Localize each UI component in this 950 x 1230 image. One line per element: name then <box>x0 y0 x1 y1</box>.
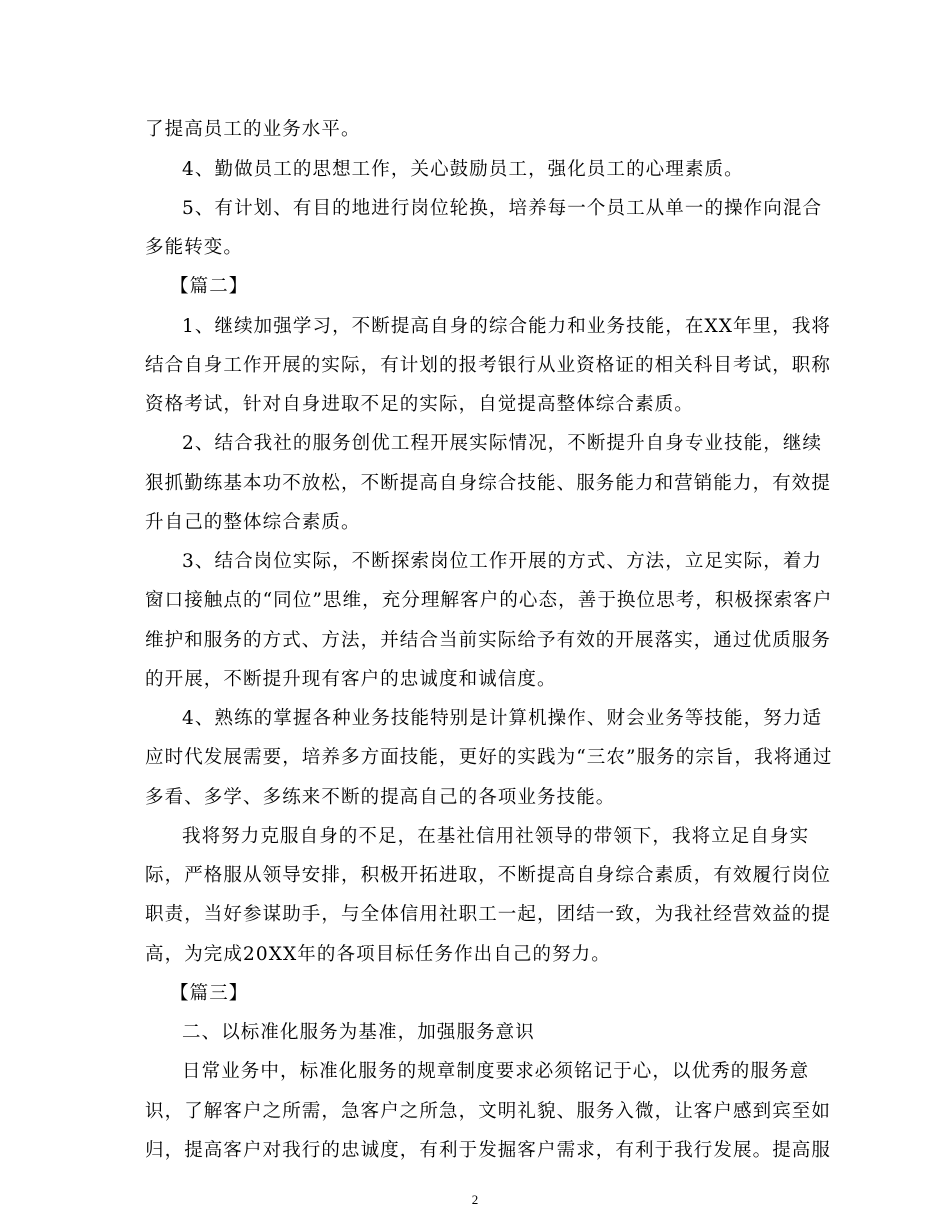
text-line: 4、勤做员工的思想工作，关心鼓励员工，强化员工的心理素质。 <box>182 159 744 180</box>
text-line: 1、继续加强学习，不断提高自身的综合能力和业务技能，在XX年里，我将 <box>182 316 832 337</box>
text-line: 了提高员工的业务水平。 <box>145 119 361 140</box>
text-line: 结合自身工作开展的实际，有计划的报考银行从业资格证的相关科目考试，职称 <box>145 355 832 376</box>
text-line: 多看、多学、多练来不断的提高自己的各项业务技能。 <box>145 787 616 808</box>
text-line: 4、熟练的掌握各种业务技能特别是计算机操作、财会业务等技能，努力适 <box>182 708 823 729</box>
text-line: 5、有计划、有目的地进行岗位轮换，培养每一个员工从单一的操作向混合 <box>182 198 823 219</box>
text-line: 3、结合岗位实际，不断探索岗位工作开展的方式、方法，立足实际，着力 <box>182 551 823 572</box>
text-line: 我将努力克服自身的不足，在基社信用社领导的带领下，我将立足自身实 <box>182 826 810 847</box>
text-line: 维护和服务的方式、方法，并结合当前实际给予有效的开展落实，通过优质服务 <box>145 630 832 651</box>
text-line: 职责，当好参谋助手，与全体信用社职工一起，团结一致，为我社经营效益的提 <box>145 904 832 925</box>
text-line: 的开展，不断提升现有客户的忠诚度和诚信度。 <box>145 669 557 690</box>
text-line: 升自己的整体综合素质。 <box>145 512 361 533</box>
text-line: 应时代发展需要，培养多方面技能，更好的实践为“三农”服务的宗旨，我将通过 <box>145 747 833 768</box>
text-line: 二、以标准化服务为基准，加强服务意识 <box>182 1022 535 1043</box>
text-line: 日常业务中，标准化服务的规章制度要求必须铭记于心，以优秀的服务意 <box>182 1061 810 1082</box>
text-line: 狠抓勤练基本功不放松，不断提高自身综合技能、服务能力和营销能力，有效提 <box>145 473 832 494</box>
page-number: 2 <box>471 1192 479 1207</box>
text-line: 际，严格服从领导安排，积极开拓进取，不断提高自身综合素质，有效履行岗位 <box>145 865 832 886</box>
text-line: 归，提高客户对我行的忠诚度，有利于发掘客户需求，有利于我行发展。提高服 <box>145 1140 832 1161</box>
section-heading: 【篇三】 <box>170 983 249 1004</box>
text-line: 高，为完成20XX年的各项目标任务作出自己的努力。 <box>145 944 611 965</box>
text-line: 窗口接触点的“同位”思维，充分理解客户的心态，善于换位思考，积极探索客户 <box>145 590 833 611</box>
text-line: 识，了解客户之所需，急客户之所急，文明礼貌、服务入微，让客户感到宾至如 <box>145 1101 832 1122</box>
text-line: 多能转变。 <box>145 237 244 258</box>
text-line: 2、结合我社的服务创优工程开展实际情况，不断提升自身专业技能，继续 <box>182 433 823 454</box>
section-heading: 【篇二】 <box>170 276 249 297</box>
text-line: 资格考试，针对自身进取不足的实际，自觉提高整体综合素质。 <box>145 394 694 415</box>
